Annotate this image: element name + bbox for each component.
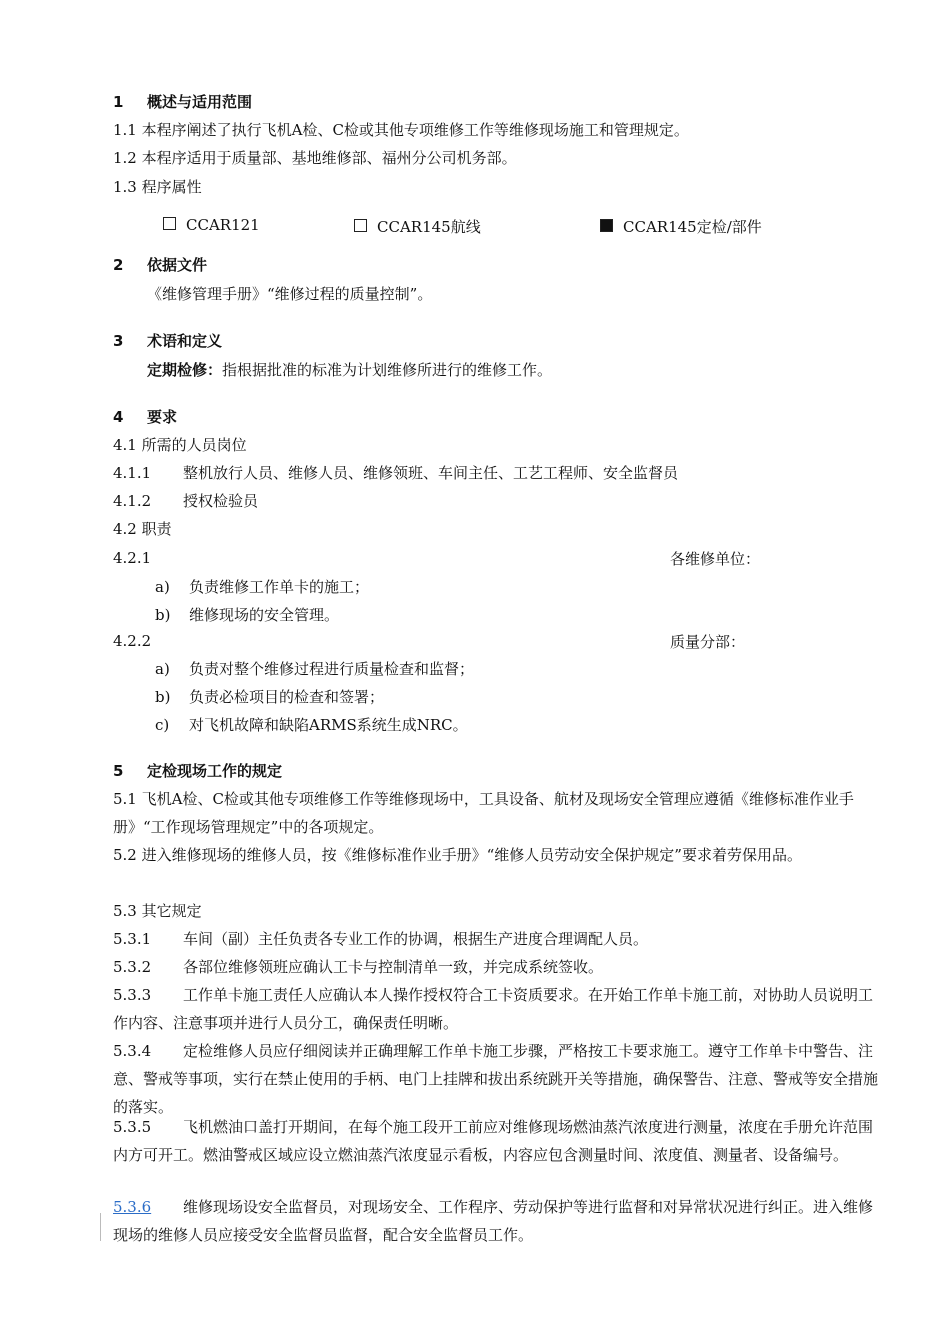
section-1-heading <box>113 92 252 112</box>
section-5-heading <box>113 761 282 781</box>
list-marker: a) <box>155 660 170 678</box>
section-3-heading <box>113 331 222 351</box>
list-item <box>155 576 369 597</box>
paragraph-5-3-1 <box>113 925 883 953</box>
list-text: 负责对整个维修过程进行质量检查和监督； <box>189 660 475 678</box>
clause-number: 5.3.2 <box>113 958 152 976</box>
reference-document: 《维修管理手册》“维修过程的质量控制”。 <box>147 285 433 303</box>
clause-number: 4.1.2 <box>113 492 152 510</box>
clause-number-link[interactable]: 5.3.6 <box>113 1198 152 1216</box>
list-marker: c) <box>155 716 170 734</box>
attribute-ccar145-line[interactable] <box>354 216 481 237</box>
section-title: 概述与适用范围 <box>147 93 253 111</box>
clause-text: 各部位维修领班应确认工卡与控制清单一致，并完成系统签收。 <box>183 958 604 976</box>
definition-term: 定期检修： <box>147 361 223 379</box>
clause-text: 维修现场设安全监督员，对现场安全、工作程序、劳动保护等进行监督和对异常状况进行纠正。进入维修现场的维修人员应接受安全监督员监督，配合安全监督员工作。 <box>113 1198 874 1244</box>
clause-number: 5.3.5 <box>113 1118 152 1136</box>
list-marker: b) <box>155 688 171 706</box>
clause-number: 4.1.1 <box>113 464 152 482</box>
paragraph-5-3-3 <box>113 981 883 1037</box>
list-text: 维修现场的安全管理。 <box>189 606 340 624</box>
list-item <box>155 714 468 735</box>
attribute-ccar121[interactable] <box>163 216 260 234</box>
definition-text: 指根据批准的标准为计划维修所进行的维修工作。 <box>222 361 553 379</box>
paragraph-1-2: 1.2 本程序适用于质量部、基地维修部、福州分公司机务部。 <box>113 149 517 167</box>
list-text: 负责维修工作单卡的施工； <box>189 578 370 596</box>
list-item <box>155 658 474 679</box>
section-number: 3 <box>113 332 124 350</box>
list-text: 对飞机故障和缺陷ARMS系统生成NRC。 <box>189 716 468 734</box>
section-title: 依据文件 <box>147 256 208 274</box>
section-2-heading <box>113 255 207 275</box>
paragraph-5-3-6 <box>113 1193 883 1249</box>
attribute-label: CCAR145航线 <box>377 218 481 236</box>
checkbox-unchecked-icon[interactable] <box>163 217 176 230</box>
paragraph-1-3: 1.3 程序属性 <box>113 178 202 196</box>
section-title: 定检现场工作的规定 <box>147 762 283 780</box>
attribute-label: CCAR121 <box>186 216 260 234</box>
section-4-heading <box>113 407 177 427</box>
list-item <box>155 686 384 707</box>
paragraph-4-1-1 <box>113 463 678 483</box>
clause-text: 飞机燃油口盖打开期间，在每个施工段开工前应对维修现场燃油蒸汽浓度进行测量，浓度在手册允许范围内方可开工。燃油警戒区域应设立燃油蒸汽浓度显示看板，内容应包含测量时间、浓度值、测量者、设备编号。 <box>113 1118 874 1164</box>
list-marker: a) <box>155 578 170 596</box>
clause-text: 整机放行人员、维修人员、维修领班、车间主任、工艺工程师、安全监督员 <box>183 464 679 482</box>
checkbox-unchecked-icon[interactable] <box>354 219 367 232</box>
section-title: 术语和定义 <box>147 332 223 350</box>
section-number: 5 <box>113 762 124 780</box>
paragraph-4-1: 4.1 所需的人员岗位 <box>113 436 247 454</box>
paragraph-1-1: 1.1 本程序阐述了执行飞机A检、C检或其他专项维修工作等维修现场施工和管理规定。 <box>113 121 689 139</box>
clause-text: 授权检验员 <box>183 492 259 510</box>
paragraph-5-2: 5.2 进入维修现场的维修人员，按《维修标准作业手册》“维修人员劳动安全保护规定”要求着劳保用品。 <box>113 846 802 864</box>
paragraph-4-1-2 <box>113 491 258 511</box>
section-number: 2 <box>113 256 124 274</box>
clause-number: 5.3.1 <box>113 930 152 948</box>
revision-bar <box>100 1213 101 1241</box>
clause-4-2-2-number: 4.2.2 <box>113 632 152 650</box>
definition <box>147 360 552 380</box>
section-title: 要求 <box>147 408 178 426</box>
paragraph-5-3-4 <box>113 1037 883 1121</box>
clause-4-2-2-label: 质量分部： <box>670 633 746 651</box>
clause-text: 工作单卡施工责任人应确认本人操作授权符合工卡资质要求。在开始工作单卡施工前，对协助人员说明工作内容、注意事项并进行人员分工，确保责任明晰。 <box>113 986 874 1032</box>
paragraph-5-3-2 <box>113 953 883 981</box>
clause-4-2-1-label: 各维修单位： <box>670 550 761 568</box>
section-number: 4 <box>113 408 124 426</box>
checkbox-checked-icon[interactable] <box>600 219 613 232</box>
paragraph-4-2: 4.2 职责 <box>113 520 172 538</box>
paragraph-5-1: 5.1 飞机A检、C检或其他专项维修工作等维修现场中，工具设备、航材及现场安全管理应遵循《维修标准作业手册》“工作现场管理规定”中的各项规定。 <box>113 790 854 836</box>
attribute-label: CCAR145定检/部件 <box>623 218 762 236</box>
clause-4-2-1-number: 4.2.1 <box>113 549 152 567</box>
clause-text: 车间（副）主任负责各专业工作的协调，根据生产进度合理调配人员。 <box>183 930 649 948</box>
clause-number: 5.3.3 <box>113 986 152 1004</box>
procedure-attributes <box>163 216 923 236</box>
paragraph-5-3: 5.3 其它规定 <box>113 902 202 920</box>
list-marker: b) <box>155 606 171 624</box>
section-number: 1 <box>113 93 124 111</box>
attribute-ccar145-check[interactable] <box>600 216 762 237</box>
list-item <box>155 604 339 625</box>
clause-text: 定检维修人员应仔细阅读并正确理解工作单卡施工步骤，严格按工卡要求施工。遵守工作单卡中警告、注意、警戒等事项，实行在禁止使用的手柄、电门上挂牌和拔出系统跳开关等措施，确保警告、注意、警戒等安全措施的落实。 <box>113 1042 879 1116</box>
clause-number: 5.3.4 <box>113 1042 152 1060</box>
paragraph-5-3-5 <box>113 1113 883 1169</box>
list-text: 负责必检项目的检查和签署； <box>189 688 385 706</box>
